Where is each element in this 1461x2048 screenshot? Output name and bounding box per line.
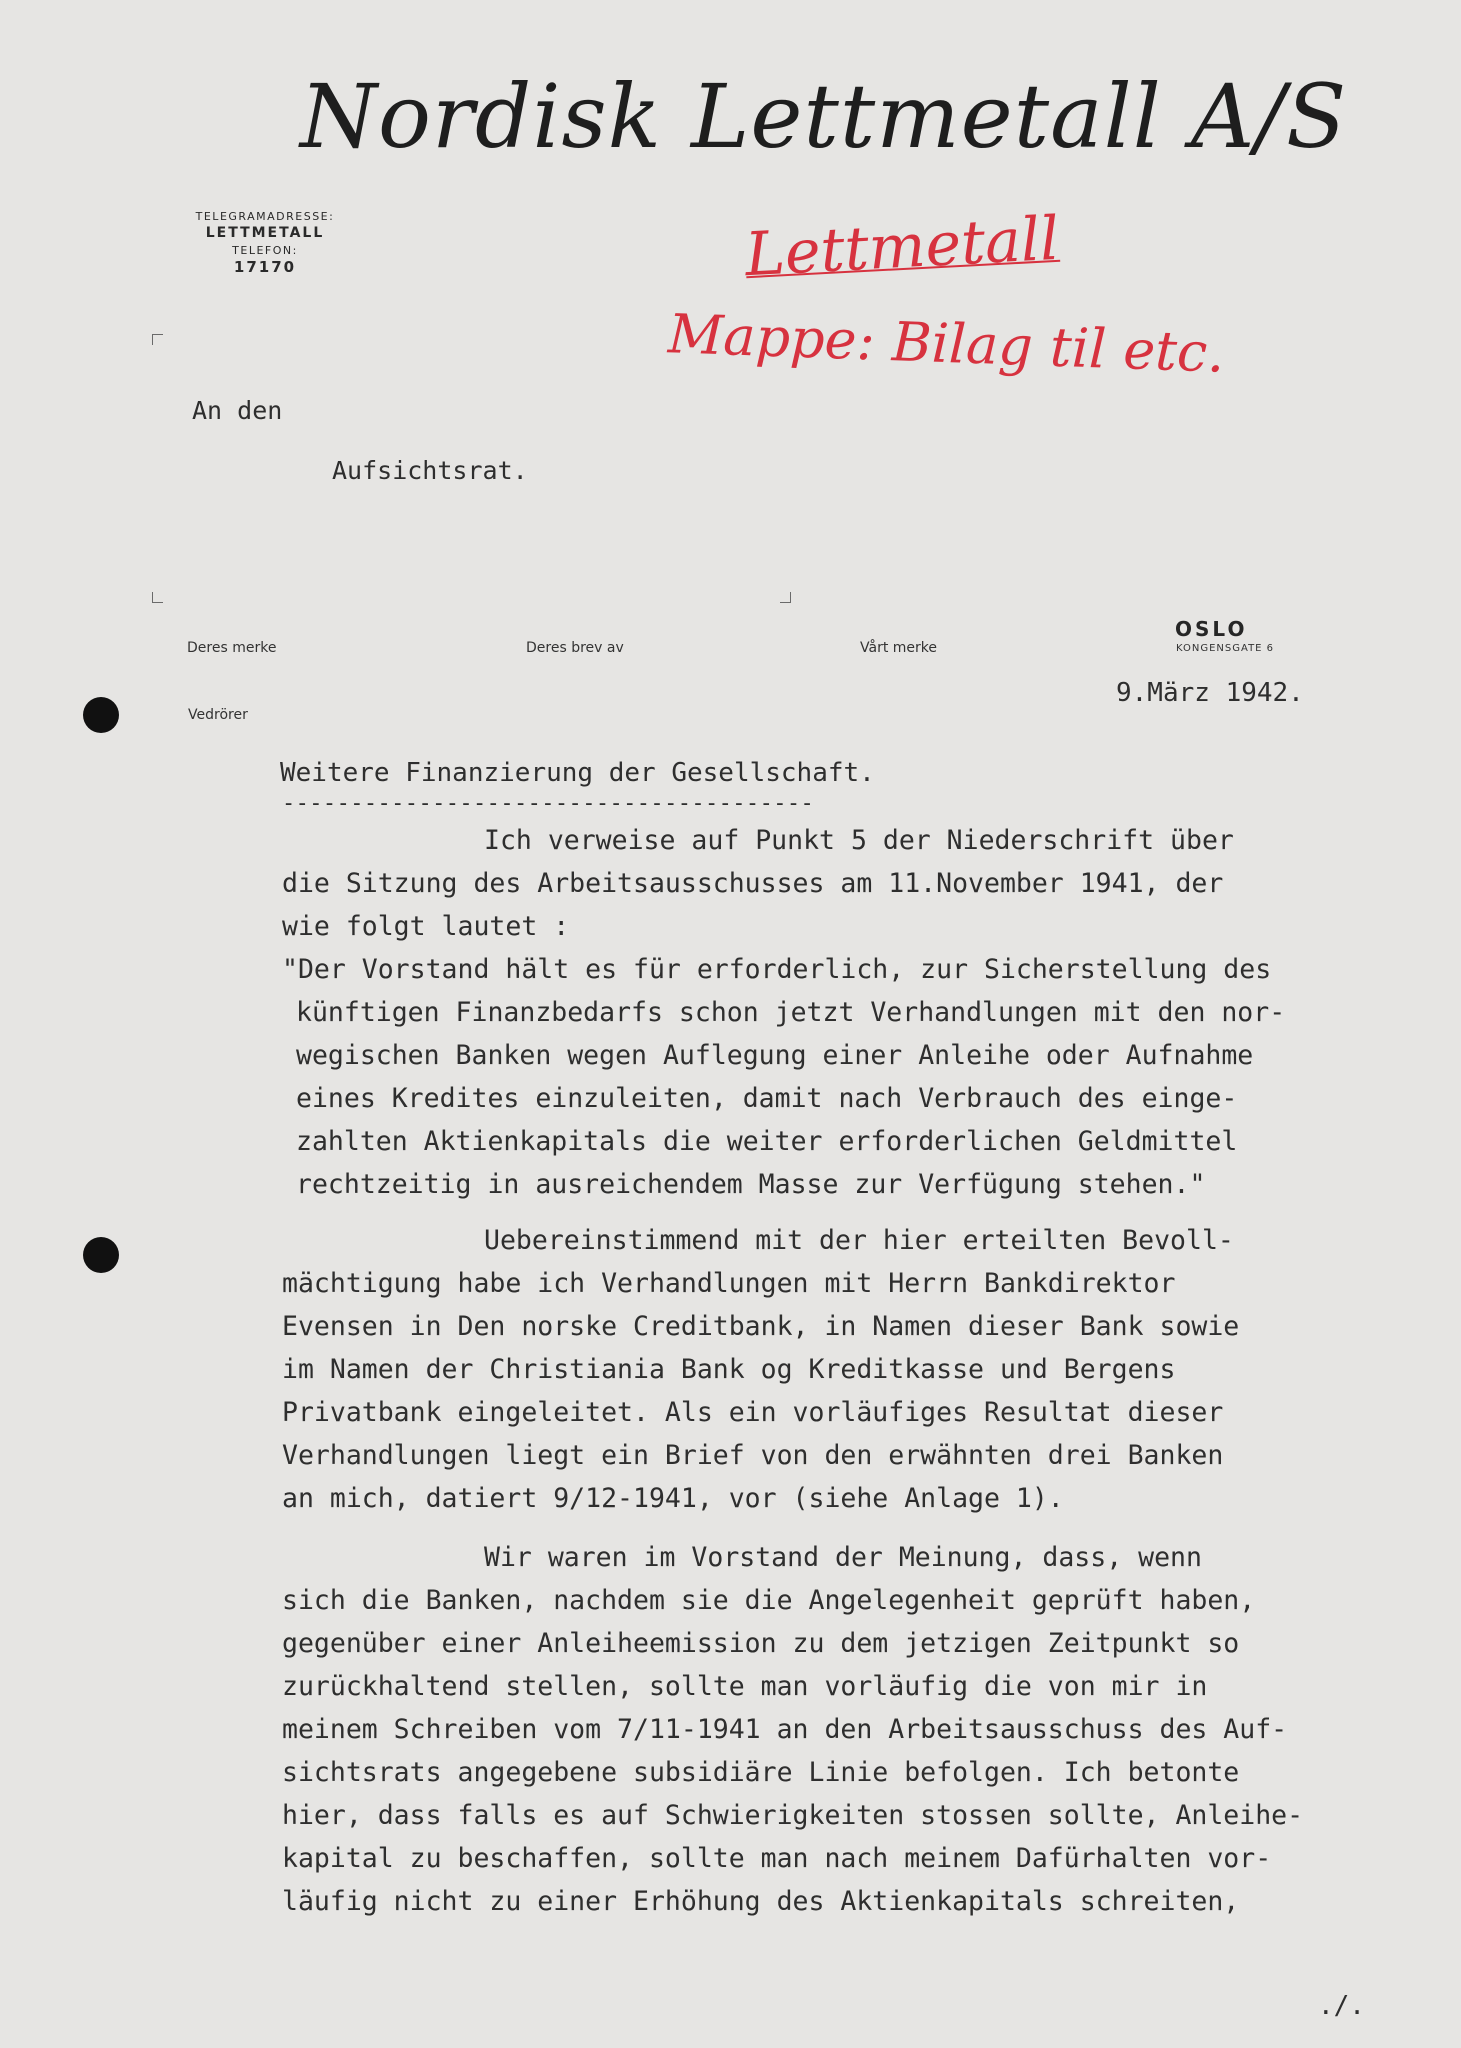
subject-title: Weitere Finanzierung der Gesellschaft.: [280, 758, 875, 788]
location-city: OSLO: [1175, 617, 1248, 641]
body-line: Wir waren im Vorstand der Meinung, dass, wenn: [484, 1542, 1202, 1573]
body-line: Ich verweise auf Punkt 5 der Niederschrift über: [484, 825, 1234, 856]
punch-hole: [83, 697, 119, 733]
body-line: "Der Vorstand hält es für erforderlich, zur Sicherstellung des: [282, 954, 1272, 985]
body-line: eines Kredites einzuleiten, damit nach Verbrauch des einge-: [296, 1083, 1238, 1114]
body-line: mächtigung habe ich Verhandlungen mit Herrn Bankdirektor: [282, 1268, 1176, 1299]
field-deres-merke: Deres merke: [187, 640, 277, 656]
body-line: Uebereinstimmend mit der hier erteilten Bevoll-: [484, 1225, 1234, 1256]
recipient-line-1: An den: [192, 396, 283, 425]
body-line: rechtzeitig in ausreichendem Masse zur Verfügung stehen.": [296, 1169, 1206, 1200]
location-street: KONGENSGATE 6: [1176, 643, 1275, 654]
address-corner-mark: [152, 592, 163, 603]
subject-underline: ---------------------------------------: [282, 791, 815, 816]
body-line: zurückhaltend stellen, sollte man vorläufig die von mir in: [282, 1671, 1208, 1702]
body-line: im Namen der Christiania Bank og Kreditkasse und Bergens: [282, 1354, 1176, 1385]
body-line: an mich, datiert 9/12-1941, vor (siehe Anlage 1).: [282, 1483, 1064, 1514]
field-deres-brev-av: Deres brev av: [526, 640, 624, 656]
body-line: Privatbank eingeleitet. Als ein vorläufiges Resultat dieser: [282, 1397, 1224, 1428]
telefon-number: 17170: [233, 258, 297, 276]
contact-block: [150, 208, 380, 276]
body-line: künftigen Finanzbedarfs schon jetzt Verhandlungen mit den nor-: [296, 997, 1286, 1028]
body-line: wegischen Banken wegen Auflegung einer Anleihe oder Aufnahme: [296, 1040, 1254, 1071]
telegram-label: TELEGRAMADRESSE:: [195, 210, 335, 223]
letter-date: 9.März 1942.: [1116, 678, 1304, 708]
continuation-mark: ./.: [1318, 1991, 1365, 2021]
field-vedrorer: Vedrörer: [188, 707, 248, 723]
body-line: Evensen in Den norske Creditbank, in Namen dieser Bank sowie: [282, 1311, 1240, 1342]
field-vart-merke: Vårt merke: [860, 640, 937, 656]
body-line: sich die Banken, nachdem sie die Angelegenheit geprüft haben,: [282, 1585, 1256, 1616]
handwritten-note-title: Lettmetall: [743, 203, 1061, 291]
telegram-address: LETTMETALL: [205, 225, 325, 241]
telefon-label: TELEFON:: [232, 244, 298, 257]
body-line: läufig nicht zu einer Erhöhung des Aktienkapitals schreiten,: [282, 1886, 1240, 1917]
punch-hole: [83, 1237, 119, 1273]
recipient-line-2: Aufsichtsrat.: [332, 456, 528, 485]
body-line: die Sitzung des Arbeitsausschusses am 11.November 1941, der: [282, 868, 1224, 899]
address-corner-mark: [152, 334, 163, 345]
handwritten-note-folder: Mappe: Bilag til etc.: [667, 302, 1226, 385]
body-line: sichtsrats angegebene subsidiäre Linie befolgen. Ich betonte: [282, 1757, 1240, 1788]
company-letterhead: Nordisk Lettmetall A/S: [300, 65, 1348, 168]
body-line: wie folgt lautet :: [282, 911, 570, 942]
body-line: gegenüber einer Anleiheemission zu dem jetzigen Zeitpunkt so: [282, 1628, 1240, 1659]
body-line: hier, dass falls es auf Schwierigkeiten stossen sollte, Anleihe-: [282, 1800, 1304, 1831]
body-line: meinem Schreiben vom 7/11-1941 an den Arbeitsausschuss des Auf-: [282, 1714, 1288, 1745]
body-line: Verhandlungen liegt ein Brief von den erwähnten drei Banken: [282, 1440, 1224, 1471]
body-line: zahlten Aktienkapitals die weiter erforderlichen Geldmittel: [296, 1126, 1238, 1157]
body-line: kapital zu beschaffen, sollte man nach meinem Dafürhalten vor-: [282, 1843, 1272, 1874]
address-corner-mark: [780, 592, 791, 603]
